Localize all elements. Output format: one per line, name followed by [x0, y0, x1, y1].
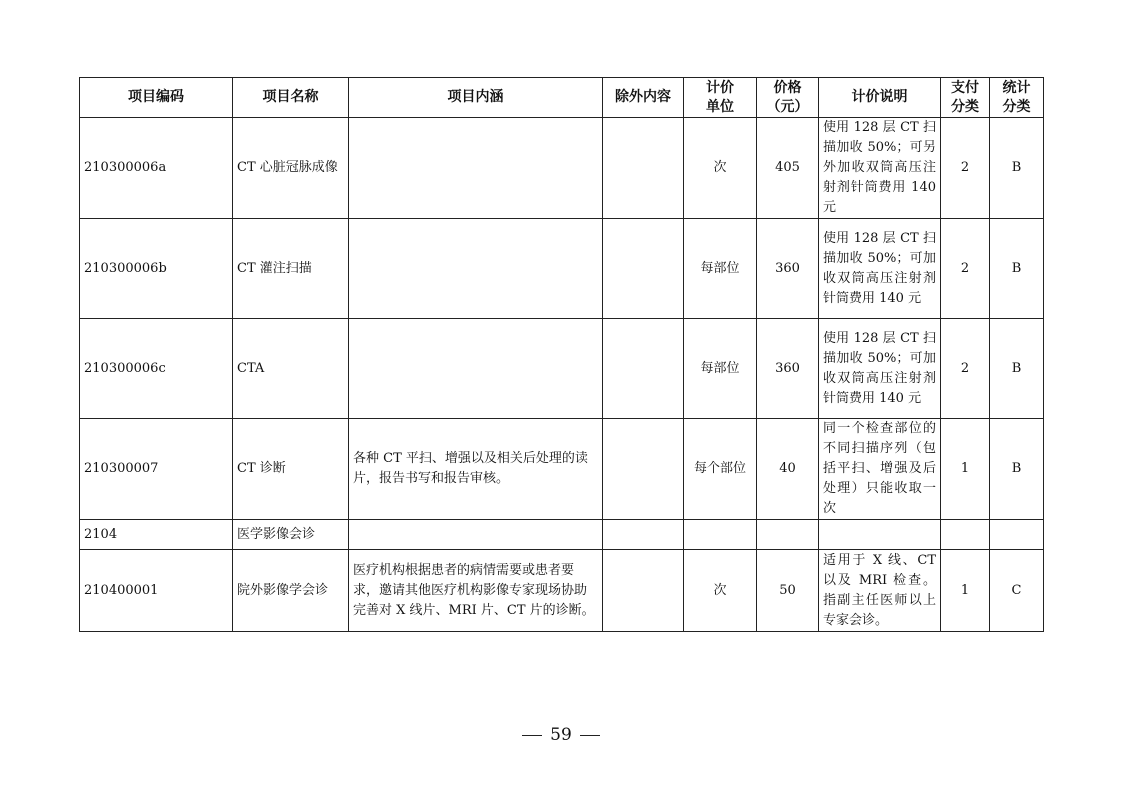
cell-pay: 2: [941, 219, 990, 319]
table-row: [80, 118, 1044, 219]
header-unit-line1: 计价: [706, 79, 734, 96]
cell-code: 210300006a: [80, 118, 233, 219]
cell-stat: B: [990, 319, 1044, 419]
cell-desc: [819, 520, 941, 550]
cell-stat: B: [990, 219, 1044, 319]
page-footer: [0, 725, 1122, 745]
cell-exclude: [603, 219, 684, 319]
table-row: [80, 219, 1044, 319]
footer-dash-right: [580, 735, 600, 736]
cell-code: 210300006b: [80, 219, 233, 319]
header-stat: [990, 78, 1044, 118]
header-price-line1: 价格: [773, 79, 802, 96]
cell-name: CT 灌注扫描: [233, 219, 349, 319]
header-stat-line1: 统计: [1002, 79, 1031, 96]
table-header-row: [80, 78, 1044, 118]
table-row: [80, 520, 1044, 550]
cell-price: 50: [757, 550, 819, 632]
cell-content: [349, 219, 603, 319]
cell-code: 210300006c: [80, 319, 233, 419]
header-name: 项目名称: [233, 78, 349, 118]
page-number: 59: [550, 725, 572, 745]
cell-pay: 2: [941, 118, 990, 219]
cell-exclude: [603, 419, 684, 520]
cell-unit: 每部位: [684, 219, 757, 319]
cell-pay: 1: [941, 550, 990, 632]
cell-content: 医疗机构根据患者的病情需要或患者要求，邀请其他医疗机构影像专家现场协助完善对 X 线片、MRI 片、CT 片的诊断。: [349, 550, 603, 632]
header-price: [757, 78, 819, 118]
cell-price: 360: [757, 319, 819, 419]
header-pay-line1: 支付: [951, 79, 979, 96]
cell-name: CT 心脏冠脉成像: [233, 118, 349, 219]
header-exclude: 除外内容: [603, 78, 684, 118]
cell-pay: 1: [941, 419, 990, 520]
header-pay: [941, 78, 990, 118]
table-row: [80, 550, 1044, 632]
header-stat-line2: 分类: [1002, 98, 1031, 115]
cell-exclude: [603, 319, 684, 419]
cell-exclude: [603, 118, 684, 219]
cell-name: CT 诊断: [233, 419, 349, 520]
header-desc: 计价说明: [819, 78, 941, 118]
cell-name: 院外影像学会诊: [233, 550, 349, 632]
cell-content: [349, 520, 603, 550]
table-row: [80, 319, 1044, 419]
cell-stat: C: [990, 550, 1044, 632]
cell-content: [349, 319, 603, 419]
cell-price: [757, 520, 819, 550]
cell-pay: 2: [941, 319, 990, 419]
cell-desc: 同一个检查部位的不同扫描序列（包括平扫、增强及后处理）只能收取一次: [819, 419, 941, 520]
cell-stat: B: [990, 419, 1044, 520]
cell-unit: [684, 520, 757, 550]
cell-content: 各种 CT 平扫、增强以及相关后处理的读片，报告书写和报告审核。: [349, 419, 603, 520]
cell-unit: 每个部位: [684, 419, 757, 520]
header-code: 项目编码: [80, 78, 233, 118]
cell-unit: 次: [684, 550, 757, 632]
cell-unit: 每部位: [684, 319, 757, 419]
cell-content: [349, 118, 603, 219]
cell-code: 210300007: [80, 419, 233, 520]
cell-desc: 适用于 X 线、CT 以及 MRI 检查。指副主任医师以上专家会诊。: [819, 550, 941, 632]
header-unit: [684, 78, 757, 118]
cell-pay: [941, 520, 990, 550]
cell-desc: 使用 128 层 CT 扫描加收 50%；可加收双筒高压注射剂针筒费用 140 元: [819, 219, 941, 319]
cell-stat: [990, 520, 1044, 550]
cell-stat: B: [990, 118, 1044, 219]
cell-exclude: [603, 550, 684, 632]
cell-name: CTA: [233, 319, 349, 419]
cell-price: 40: [757, 419, 819, 520]
cell-unit: 次: [684, 118, 757, 219]
header-content: 项目内涵: [349, 78, 603, 118]
cell-exclude: [603, 520, 684, 550]
footer-dash-left: [522, 735, 542, 736]
cell-desc: 使用 128 层 CT 扫描加收 50%；可加收双筒高压注射剂针筒费用 140 元: [819, 319, 941, 419]
pricing-table: [79, 77, 1044, 632]
cell-code: 210400001: [80, 550, 233, 632]
cell-name: 医学影像会诊: [233, 520, 349, 550]
header-pay-line2: 分类: [951, 98, 979, 115]
cell-desc: 使用 128 层 CT 扫描加收 50%；可另外加收双筒高压注射剂针筒费用 140 元: [819, 118, 941, 219]
cell-code: 2104: [80, 520, 233, 550]
header-unit-line2: 单位: [706, 98, 734, 115]
cell-price: 405: [757, 118, 819, 219]
table-row: [80, 419, 1044, 520]
cell-price: 360: [757, 219, 819, 319]
header-price-line2: （元）: [766, 98, 809, 115]
